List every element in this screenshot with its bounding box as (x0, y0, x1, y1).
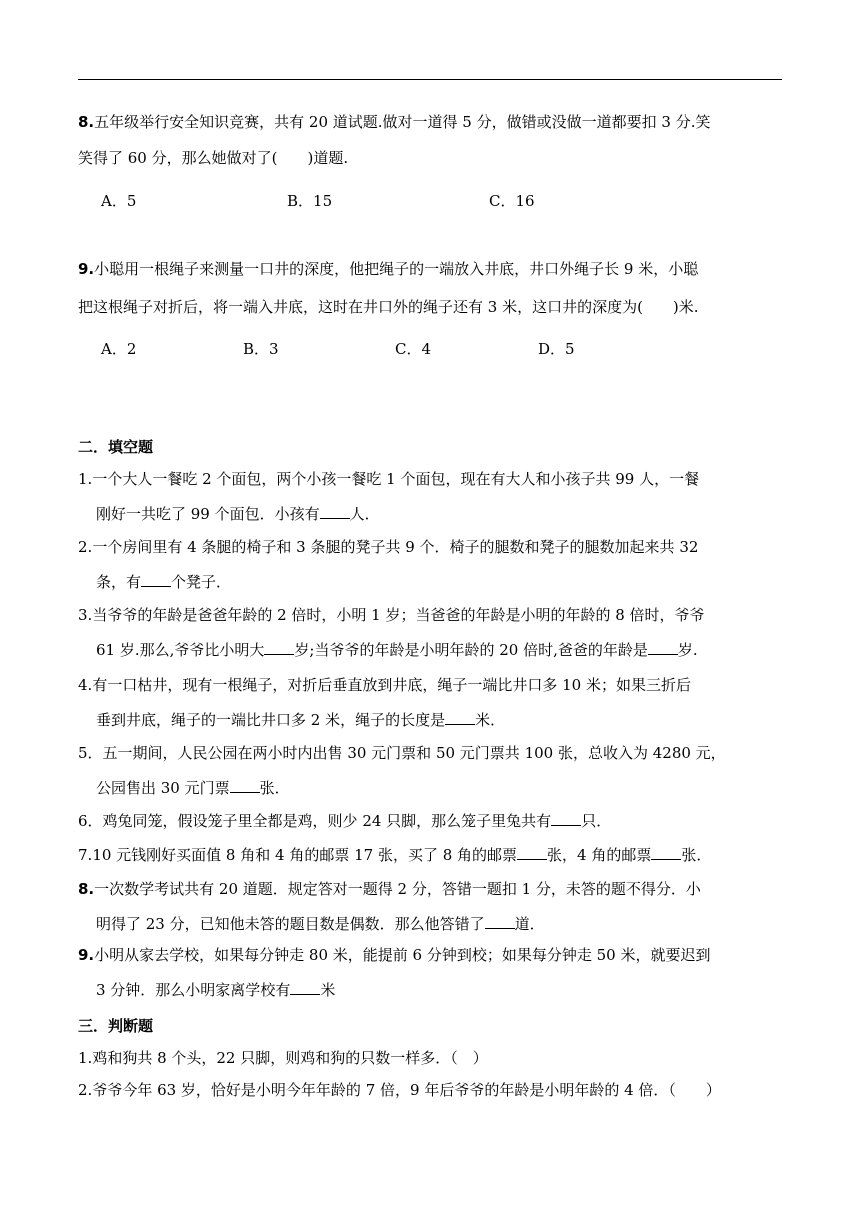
question-text: 人． (349, 505, 380, 523)
fill-q1-line2 (96, 504, 380, 524)
answer-blank[interactable] (551, 811, 581, 826)
question-text: 刚好一共吃了 99 个面包．小孩有 (96, 505, 320, 523)
mc-q8-option-c[interactable]: C．16 (489, 192, 535, 210)
question-text: 一次数学考试共有 20 道题．规定答对一题得 2 分，答错一题扣 1 分，未答的题不得分．小 (94, 880, 701, 898)
question-text: 张． (681, 846, 712, 864)
question-text: 公园售出 30 元门票 (96, 779, 230, 797)
question-number: 6． (78, 812, 103, 830)
question-number: 3. (78, 606, 93, 624)
mc-q8-line2: 笑得了 60 分，那么她做对了( )道题. (78, 149, 349, 167)
question-text: 小明从家去学校，如果每分钟走 80 米，能提前 6 分钟到校；如果每分钟走 50 米，就要迟到 (94, 946, 711, 964)
question-text: 61 岁.那么,爷爷比小明大 (96, 641, 265, 659)
fill-q5-line2 (96, 778, 290, 798)
fill-q3-line1 (78, 605, 705, 625)
mc-q9-line1 (78, 259, 698, 279)
question-text: 岁. (677, 641, 698, 659)
fill-q4-line1 (78, 675, 691, 695)
mc-q9-line2: 把这根绳子对折后，将一端入井底，这时在井口外的绳子还有 3 米，这口井的深度为( )米. (78, 298, 699, 316)
answer-blank[interactable] (648, 640, 678, 655)
question-text: 条，有 (96, 573, 142, 591)
fill-q7-line1 (78, 845, 711, 865)
judge-q1 (78, 1048, 488, 1068)
section-heading-judge: 三．判断题 (78, 1017, 154, 1035)
question-text: 鸡和狗共 8 个头，22 只脚，则鸡和狗的只数一样多．（ ） (92, 1049, 488, 1067)
question-text: 10 元钱刚好买面值 8 角和 4 角的邮票 17 张，买了 8 角的邮票 (92, 846, 518, 864)
mc-q8-line1 (78, 112, 710, 132)
fill-q8-line1 (78, 879, 701, 899)
fill-q4-line2 (96, 710, 505, 730)
question-text: 米． (475, 711, 506, 729)
question-text: 爷爷今年 63 岁，恰好是小明今年年龄的 7 倍，9 年后爷爷的年龄是小明年龄的 4 倍．（ ） (92, 1081, 721, 1099)
answer-blank[interactable] (517, 845, 547, 860)
fill-q3-line2 (96, 640, 698, 660)
answer-blank[interactable] (485, 914, 515, 929)
question-number: 9. (78, 260, 95, 278)
fill-q1-line1 (78, 469, 699, 489)
question-number: 1. (78, 470, 93, 488)
question-text: 3 分钟．那么小明家离学校有 (96, 981, 291, 999)
question-number: 5． (78, 744, 103, 762)
mc-q8-option-b[interactable]: B．15 (287, 192, 333, 210)
question-text: 张． (259, 779, 290, 797)
mc-q9-option-a[interactable]: A．2 (101, 340, 137, 358)
fill-q2-line1 (78, 537, 698, 557)
answer-blank[interactable] (320, 504, 350, 519)
section-heading-fill: 二．填空题 (78, 438, 154, 456)
answer-blank[interactable] (264, 640, 294, 655)
question-text: 一个房间里有 4 条腿的椅子和 3 条腿的凳子共 9 个．椅子的腿数和凳子的腿数加起来共 32 (92, 538, 699, 556)
fill-q8-line2 (96, 914, 545, 934)
question-text: 垂到井底，绳子的一端比井口多 2 米，绳子的长度是 (96, 711, 446, 729)
fill-q9-line2 (96, 980, 335, 1000)
question-number: 8. (78, 880, 95, 898)
question-text: 道． (514, 915, 545, 933)
mc-q8-option-a[interactable]: A．5 (101, 192, 137, 210)
question-text: 有一口枯井，现有一根绳子，对折后垂直放到井底，绳子一端比井口多 10 米；如果三折后 (92, 676, 691, 694)
question-number: 2. (78, 1081, 93, 1099)
question-text: 鸡兔同笼，假设笼子里全都是鸡，则少 24 只脚，那么笼子里兔共有 (102, 812, 552, 830)
mc-q9-option-d[interactable]: D．5 (538, 340, 575, 358)
question-number: 8. (78, 113, 95, 131)
answer-blank[interactable] (445, 710, 475, 725)
answer-blank[interactable] (290, 980, 320, 995)
mc-q9-option-b[interactable]: B．3 (243, 340, 279, 358)
answer-blank[interactable] (230, 778, 260, 793)
judge-q2 (78, 1080, 721, 1100)
answer-blank[interactable] (651, 845, 681, 860)
fill-q5-line1 (78, 743, 726, 763)
question-text: 张，4 角的邮票 (547, 846, 652, 864)
fill-q2-line2 (96, 572, 231, 592)
question-number: 2. (78, 538, 93, 556)
header-rule (78, 79, 782, 80)
fill-q6-line1 (78, 811, 611, 831)
question-text: 个凳子． (171, 573, 232, 591)
question-number: 1. (78, 1049, 93, 1067)
question-number: 9. (78, 946, 95, 964)
question-text: 米 (320, 981, 336, 999)
question-text: 五年级举行安全知识竞赛，共有 20 道试题.做对一道得 5 分，做错或没做一道都要扣 3 分.笑 (94, 113, 711, 131)
fill-q9-line1 (78, 945, 710, 965)
question-text: 当爷爷的年龄是爸爸年龄的 2 倍时，小明 1 岁；当爸爸的年龄是小明的年龄的 8 倍时，爷爷 (92, 606, 705, 624)
question-text: 小聪用一根绳子来测量一口井的深度，他把绳子的一端放入井底，井口外绳子长 9 米，小聪 (94, 260, 699, 278)
answer-blank[interactable] (141, 572, 171, 587)
question-text: 岁;当爷爷的年龄是小明年龄的 20 倍时,爸爸的年龄是 (294, 641, 648, 659)
question-text: 明得了 23 分，已知他未答的题目数是偶数．那么他答错了 (96, 915, 485, 933)
mc-q9-option-c[interactable]: C．4 (395, 340, 432, 358)
question-text: 五一期间，人民公园在两小时内出售 30 元门票和 50 元门票共 100 张，总收入为 4280 元， (102, 744, 726, 762)
question-text: 一个大人一餐吃 2 个面包，两个小孩一餐吃 1 个面包，现在有大人和小孩子共 99 人，一餐 (92, 470, 700, 488)
question-number: 4. (78, 676, 93, 694)
question-text: 只． (581, 812, 612, 830)
question-number: 7. (78, 846, 93, 864)
